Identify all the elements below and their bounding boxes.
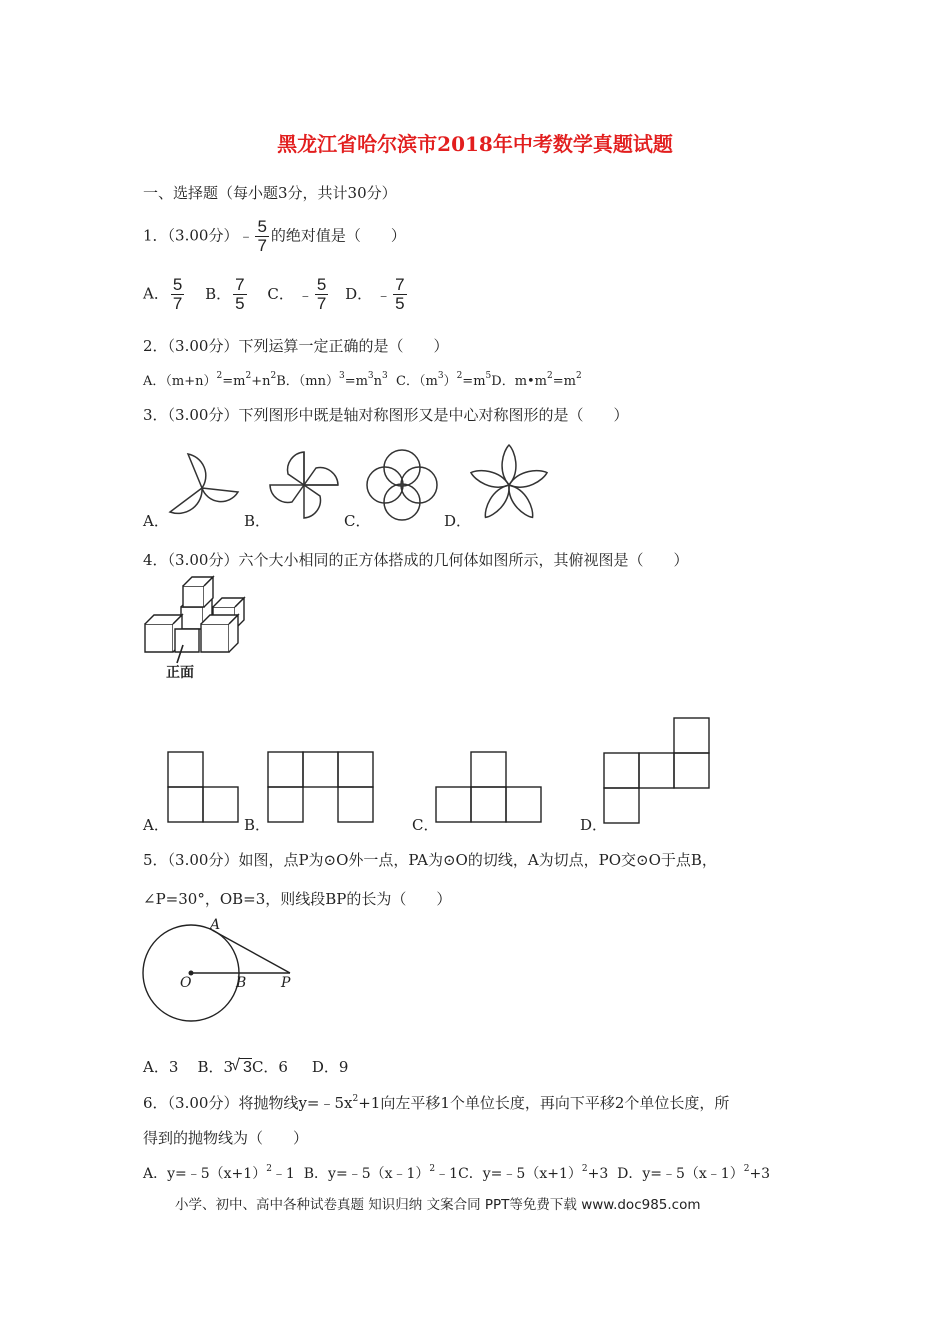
q3-label-b: B．	[244, 512, 271, 530]
q1-option-b: $\frac{7}{5}$	[235, 275, 245, 313]
point-p-label: P	[281, 975, 291, 991]
footer-text: 小学、初中、高中各种试卷真题 知识归纳 文案合同 PPT等免费下载 www.doc985.com	[175, 1197, 701, 1213]
question-5-line2: ∠P=30°，OB=3，则线段BP的长为（ ）	[143, 890, 452, 908]
question-1-options: A． $\frac{5}{7}$ B． $\frac{7}{5}$ C． ﹣ $\frac{5}{7}$ D． ﹣ $\frac{7}{5}$	[143, 275, 405, 313]
q1-prefix: 1．（3.00分）﹣	[143, 226, 254, 245]
figure-top-view-a	[168, 752, 240, 824]
figure-pinwheel-three-blades	[160, 448, 250, 523]
q3-label-c: C．	[344, 512, 371, 530]
q1-fraction: $\frac{5}{7}$	[257, 217, 267, 255]
q3-label-d: D．	[444, 512, 472, 530]
point-b-label: B	[236, 975, 247, 991]
q4-label-b: B．	[244, 816, 271, 834]
point-a-label: A	[210, 917, 221, 933]
question-5-options: A．3 B．3 √ 3C．6 D．9	[143, 1057, 349, 1076]
sqrt-symbol: √ 3	[231, 1057, 252, 1076]
q3-label-a: A．	[143, 512, 169, 530]
question-3-stem: 3．（3.00分）下列图形中既是轴对称图形又是中心对称图形的是（ ）	[143, 406, 629, 424]
figure-top-view-b	[268, 752, 376, 824]
section-heading: 一、选择题（每小题3分，共计30分）	[143, 184, 397, 202]
question-5-line1: 5．（3.00分）如图，点P为⊙O外一点，PA为⊙O的切线，A为切点，PO交⊙O于点B，	[143, 851, 717, 869]
figure-circle-tangent	[142, 918, 302, 1053]
question-4-stem: 4．（3.00分）六个大小相同的正方体搭成的几何体如图所示，其俯视图是（ ）	[143, 551, 689, 569]
q1-option-a: $\frac{5}{7}$	[172, 275, 183, 313]
q1-option-c: $\frac{5}{7}$	[316, 275, 327, 313]
page-title: 黑龙江省哈尔滨市2018年中考数学真题试题	[277, 132, 673, 156]
figure-five-petal-flower	[468, 443, 553, 523]
question-2-stem: 2．（3.00分）下列运算一定正确的是（ ）	[143, 337, 449, 355]
q4-label-c: C．	[412, 816, 439, 834]
question-1-stem	[143, 218, 406, 255]
question-6-line2: 得到的抛物线为（ ）	[143, 1129, 309, 1147]
figure-pinwheel-four-blades	[268, 448, 348, 523]
figure-top-view-d	[604, 718, 712, 826]
figure-cube-stack	[143, 577, 258, 657]
q1-option-d: $\frac{7}{5}$	[395, 275, 405, 313]
q4-label-a: A．	[143, 816, 169, 834]
figure-four-circles	[366, 448, 441, 523]
point-o-label: O	[180, 975, 192, 991]
question-6-options: A．$y=﹣5(x+1)^2﹣1$ B．y=﹣5（x﹣1）$^2$﹣1C．$y=﹣5(x+1)^2+3$ D．y=﹣5（x﹣1）$^2$+3	[143, 1164, 771, 1182]
figure-top-view-c	[436, 752, 544, 824]
q4-label-d: D．	[580, 816, 608, 834]
question-2-options: A．$(m+n)^2=m^2+n^2B$．$(mn)^3=m^3n^3$ C．$(m^3)^2=m^5D$．$m•m^2=m^2$	[143, 371, 582, 389]
q1-suffix: 的绝对值是（ ）	[270, 226, 406, 245]
question-6-line1: 6．（3.00分）将抛物线$y=﹣5x^2+1$向左平移1个单位长度，再向下平移2个单位长度，所	[143, 1094, 730, 1112]
front-view-label: 正面	[166, 665, 194, 681]
